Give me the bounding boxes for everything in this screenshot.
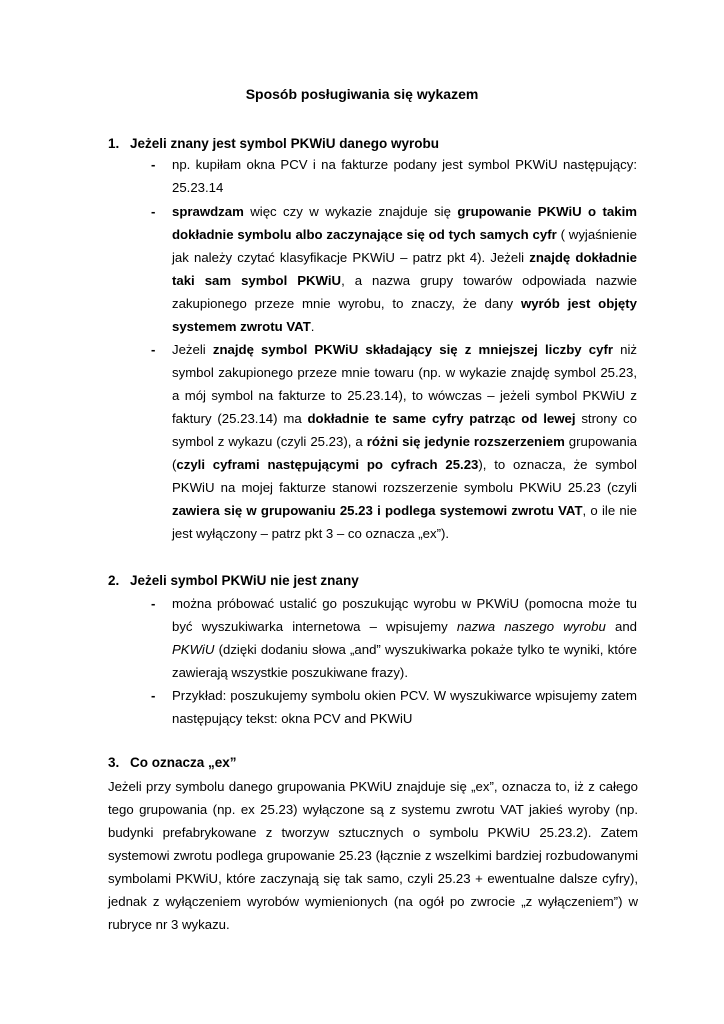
section-number: 2. xyxy=(108,573,120,588)
item-text: grupowania ( xyxy=(172,434,637,472)
bold-text: różni się jedynie rozszerzeniem xyxy=(366,434,565,449)
item-text: niż symbol zakupionego przeze mnie towaru (np. w wykazie znajdę symbol 25.23, a mój symbol na fakturze to 25.23.14), to wówczas – jeżeli symbol PKWiU z faktury (25.23.14) ma xyxy=(172,342,637,426)
item-text: , a nazwa grupy towarów odpowiada nazwie zakupionego przeze mnie wyrobu, to znaczy, że dany xyxy=(172,273,637,311)
section-3-paragraph: Jeżeli przy symbolu danego grupowania PKWiU znajduje się „ex”, oznacza to, iż z całego tego grupowania (np. ex 25.23) wyłączone są z systemu zwrotu VAT jakieś wyroby (np. budynki prefabrykowane z tworzyw sztucznych o symbolu PKWiU 25.23.2). Zatem systemowi zwrotu podlega grupowanie 25.23 (łącznie z wszelkimi bardziej rozbudowanymi symbolami PKWiU, które zaczynają się tak samo, czyli 25.23 + ewentualne dalsze cyfry), jednak z wyłączeniem wyrobów wymienionych (na ogół po zwrocie „z wyłączeniem”) w rubryce nr 3 wykazu. xyxy=(108,779,638,932)
list-item xyxy=(151,592,637,684)
item-text: and xyxy=(605,619,637,634)
bold-text: wyrób jest objęty systemem zwrotu VAT xyxy=(172,296,637,334)
bold-text: sprawdzam xyxy=(172,204,244,219)
bullet-dash: - xyxy=(151,204,156,219)
bold-text: znajdę dokładnie taki sam symbol PKWiU xyxy=(172,250,637,288)
item-text: Przykład: poszukujemy symbolu okien PCV. W wyszukiwarce wpisujemy zatem następujący tekst: okna PCV and PKWiU xyxy=(172,688,637,726)
list-item xyxy=(151,684,637,730)
item-text: ), to oznacza, że symbol PKWiU na mojej fakturze stanowi rozszerzenie symbolu PKWiU 25.23 (czyli xyxy=(172,457,637,495)
item-text: ( wyjaśnienie jak należy czytać klasyfikacje PKWiU – patrz pkt 4). Jeżeli xyxy=(172,227,637,265)
bold-text: znajdę symbol PKWiU składający się z mniejszej liczby cyfr xyxy=(212,342,613,357)
section-title: Jeżeli symbol PKWiU nie jest znany xyxy=(130,573,359,588)
item-text: strony co symbol z wykazu (czyli 25.23), a xyxy=(172,411,637,449)
list-item xyxy=(151,338,637,545)
section-1-heading xyxy=(108,136,439,151)
section-number: 1. xyxy=(108,136,120,151)
bullet-dash: - xyxy=(151,157,156,172)
item-text: np. kupiłam okna PCV i na fakturze podany jest symbol PKWiU następujący: 25.23.14 xyxy=(172,157,637,195)
bullet-dash: - xyxy=(151,342,156,357)
item-text: więc czy w wykazie znajduje się xyxy=(243,204,458,219)
section-3-heading xyxy=(108,755,237,770)
bullet-dash: - xyxy=(151,596,156,611)
italic-text: nazwa naszego wyrobu xyxy=(456,619,606,634)
list-item xyxy=(151,200,637,338)
section-title: Jeżeli znany jest symbol PKWiU danego wyrobu xyxy=(130,136,439,151)
bullet-dash: - xyxy=(151,688,156,703)
italic-text: PKWiU xyxy=(172,642,215,657)
bold-text: czyli cyframi następującymi po cyfrach 25.23 xyxy=(176,457,479,472)
list-item xyxy=(151,153,637,199)
bold-text: dokładnie te same cyfry patrząc od lewej xyxy=(307,411,576,426)
item-text: . xyxy=(310,319,315,334)
bold-text: grupowanie PKWiU o takim dokładnie symbolu albo zaczynające się od tych samych cyfr xyxy=(172,204,637,242)
section-2-heading xyxy=(108,573,359,588)
section-number: 3. xyxy=(108,755,120,770)
item-text: Jeżeli xyxy=(172,342,213,357)
item-text: można próbować ustalić go poszukując wyrobu w PKWiU (pomocna może tu być wyszukiwarka internetowa – wpisujemy xyxy=(172,596,637,634)
item-text: (dzięki dodaniu słowa „and” wyszukiwarka pokaże tylko te wyniki, które zawierają wszystkie poszukiwane frazy). xyxy=(172,642,637,680)
bold-text: zawiera się w grupowaniu 25.23 i podlega systemowi zwrotu VAT xyxy=(172,503,583,518)
item-text: , o ile nie jest wyłączony – patrz pkt 3 – co oznacza „ex”). xyxy=(172,503,637,541)
section-title: Co oznacza „ex” xyxy=(130,755,237,770)
page-title: Sposób posługiwania się wykazem xyxy=(245,86,479,102)
